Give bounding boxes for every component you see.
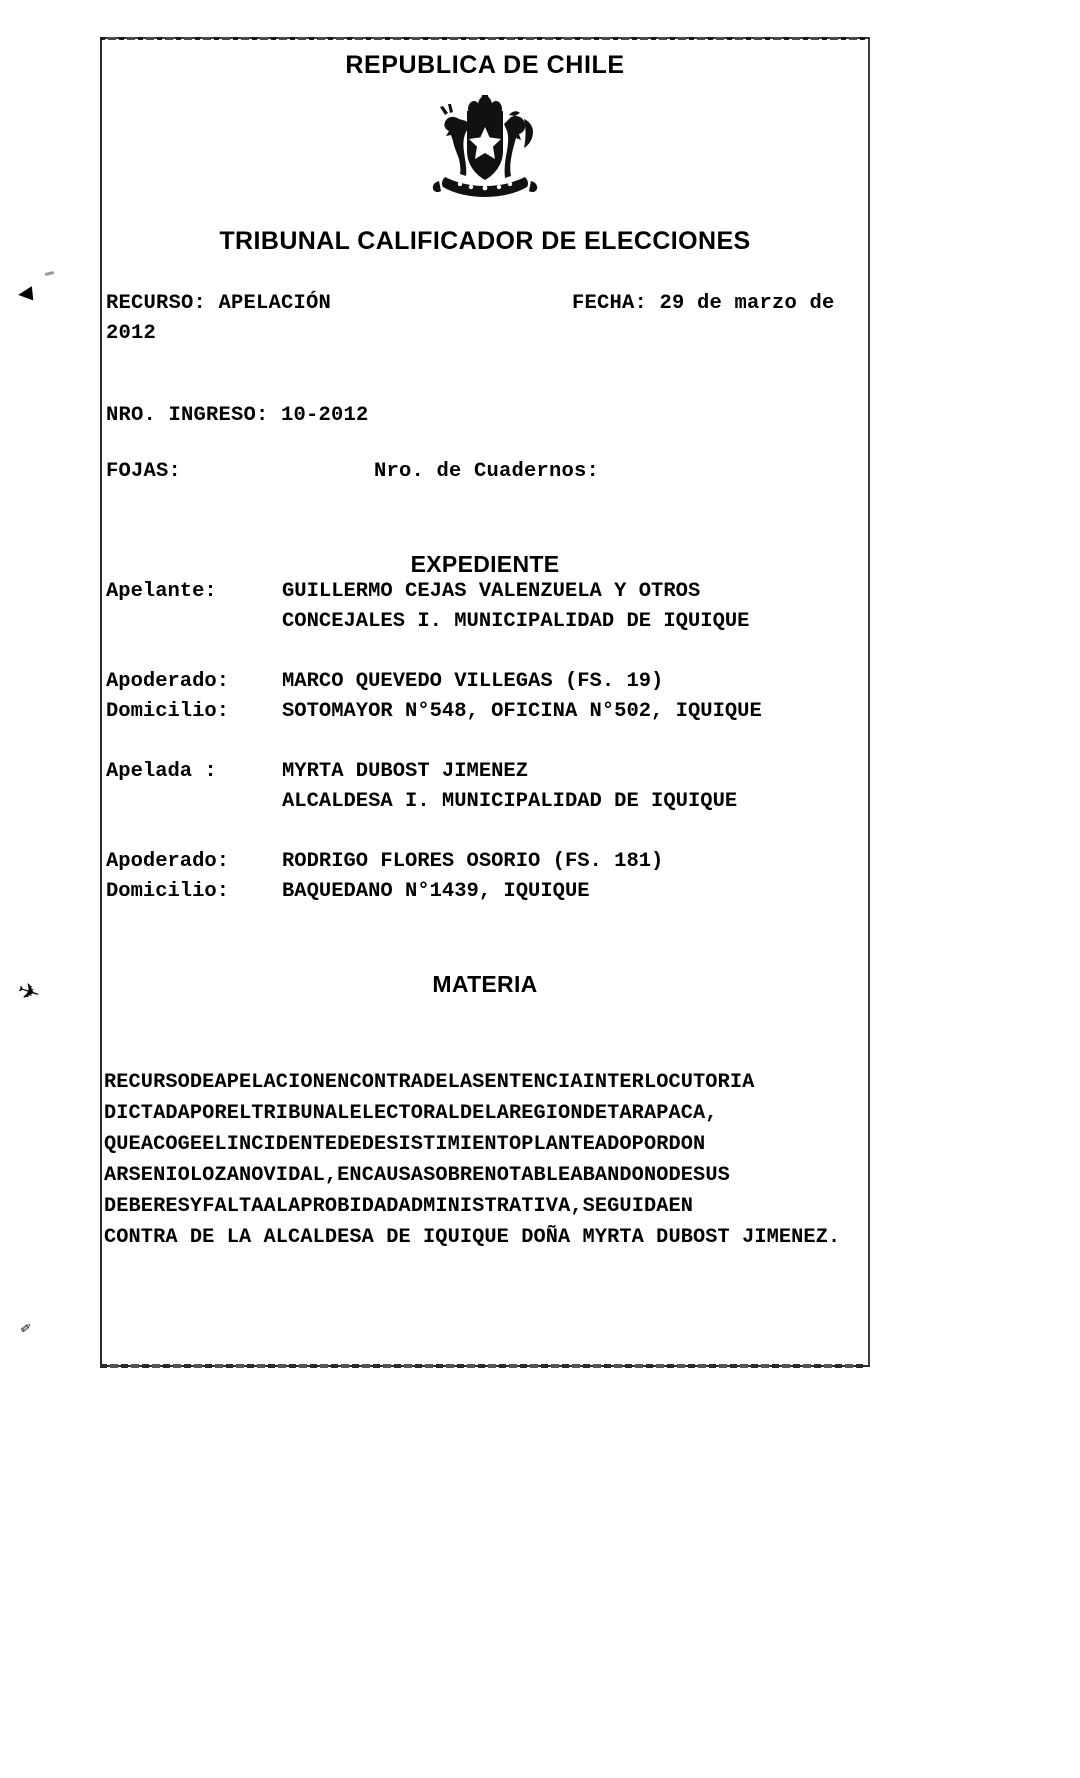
party-value: SOTOMAYOR N°548, OFICINA N°502, IQUIQUE	[282, 700, 762, 723]
fecha-field: FECHA: 29 de marzo de	[572, 292, 835, 315]
party-row-apoderado-apelante	[106, 667, 866, 697]
row-spacer	[106, 817, 866, 847]
party-label: Apoderado:	[106, 850, 230, 873]
party-label-empty	[106, 787, 282, 817]
row-spacer	[106, 637, 866, 667]
party-label: Domicilio:	[106, 700, 230, 723]
party-value: BAQUEDANO N°1439, IQUIQUE	[282, 880, 590, 903]
party-label: Apelante:	[106, 580, 217, 603]
party-label: Domicilio:	[106, 880, 230, 903]
party-row-apelada	[106, 757, 866, 787]
party-value: GUILLERMO CEJAS VALENZUELA Y OTROS	[282, 580, 701, 603]
party-value: MYRTA DUBOST JIMENEZ	[282, 760, 529, 783]
materia-line: DEBERESYFALTAALAPROBIDADADMINISTRATIVA,SEGUIDAEN	[104, 1195, 694, 1218]
party-value: ALCALDESA I. MUNICIPALIDAD DE IQUIQUE	[282, 790, 738, 813]
fecha-year: 2012	[106, 322, 157, 345]
party-row-domicilio-apelada	[106, 877, 866, 907]
expediente-party-table	[106, 577, 866, 907]
party-row-domicilio-apelante	[106, 697, 866, 727]
party-value: CONCEJALES I. MUNICIPALIDAD DE IQUIQUE	[282, 610, 750, 633]
materia-line: QUEACOGEELINCIDENTEDEDESISTIMIENTOPLANTEADOPORDON	[104, 1133, 706, 1156]
recurso-field: RECURSO: APELACIÓN	[106, 292, 332, 315]
party-label-empty	[106, 607, 282, 637]
scan-arrow-mark-top: ◀	[16, 281, 34, 305]
republic-heading: REPUBLICA DE CHILE	[345, 51, 625, 79]
fojas-field: FOJAS:	[106, 460, 182, 483]
scan-ink-mark-bottom: ✐	[19, 1321, 32, 1338]
materia-line: CONTRA DE LA ALCALDESA DE IQUIQUE DOÑA MYRTA DUBOST JIMENEZ.	[104, 1226, 841, 1249]
party-row-apelante	[106, 577, 866, 607]
expediente-heading: EXPEDIENTE	[410, 551, 560, 577]
institution-heading: TRIBUNAL CALIFICADOR DE ELECCIONES	[219, 227, 751, 255]
materia-paragraph	[104, 1067, 868, 1253]
party-label: Apoderado:	[106, 670, 230, 693]
materia-line: ARSENIOLOZANOVIDAL,ENCAUSASOBRENOTABLEABANDONODESUS	[104, 1164, 730, 1187]
party-row-apelante-cont	[106, 607, 866, 637]
materia-line: DICTADAPORELTRIBUNALELECTORALDELAREGIONDETARAPACA,	[104, 1102, 718, 1125]
party-row-apelada-cont	[106, 787, 866, 817]
row-spacer	[106, 727, 866, 757]
party-value: RODRIGO FLORES OSORIO (FS. 181)	[282, 850, 664, 873]
document-border	[100, 37, 870, 1367]
nro-cuadernos-field: Nro. de Cuadernos:	[374, 460, 600, 483]
party-value: MARCO QUEVEDO VILLEGAS (FS. 19)	[282, 670, 664, 693]
party-label: Apelada :	[106, 760, 217, 783]
scan-ink-mark-middle: ✈	[14, 977, 44, 1007]
scan-speck-artifact	[45, 271, 54, 276]
party-row-apoderado-apelada	[106, 847, 866, 877]
nro-ingreso-field: NRO. INGRESO: 10-2012	[106, 404, 369, 427]
materia-heading: MATERIA	[432, 971, 538, 997]
materia-line: RECURSODEAPELACIONENCONTRADELASENTENCIAINTERLOCUTORIA	[104, 1071, 755, 1094]
chile-coat-of-arms-icon	[405, 91, 565, 201]
